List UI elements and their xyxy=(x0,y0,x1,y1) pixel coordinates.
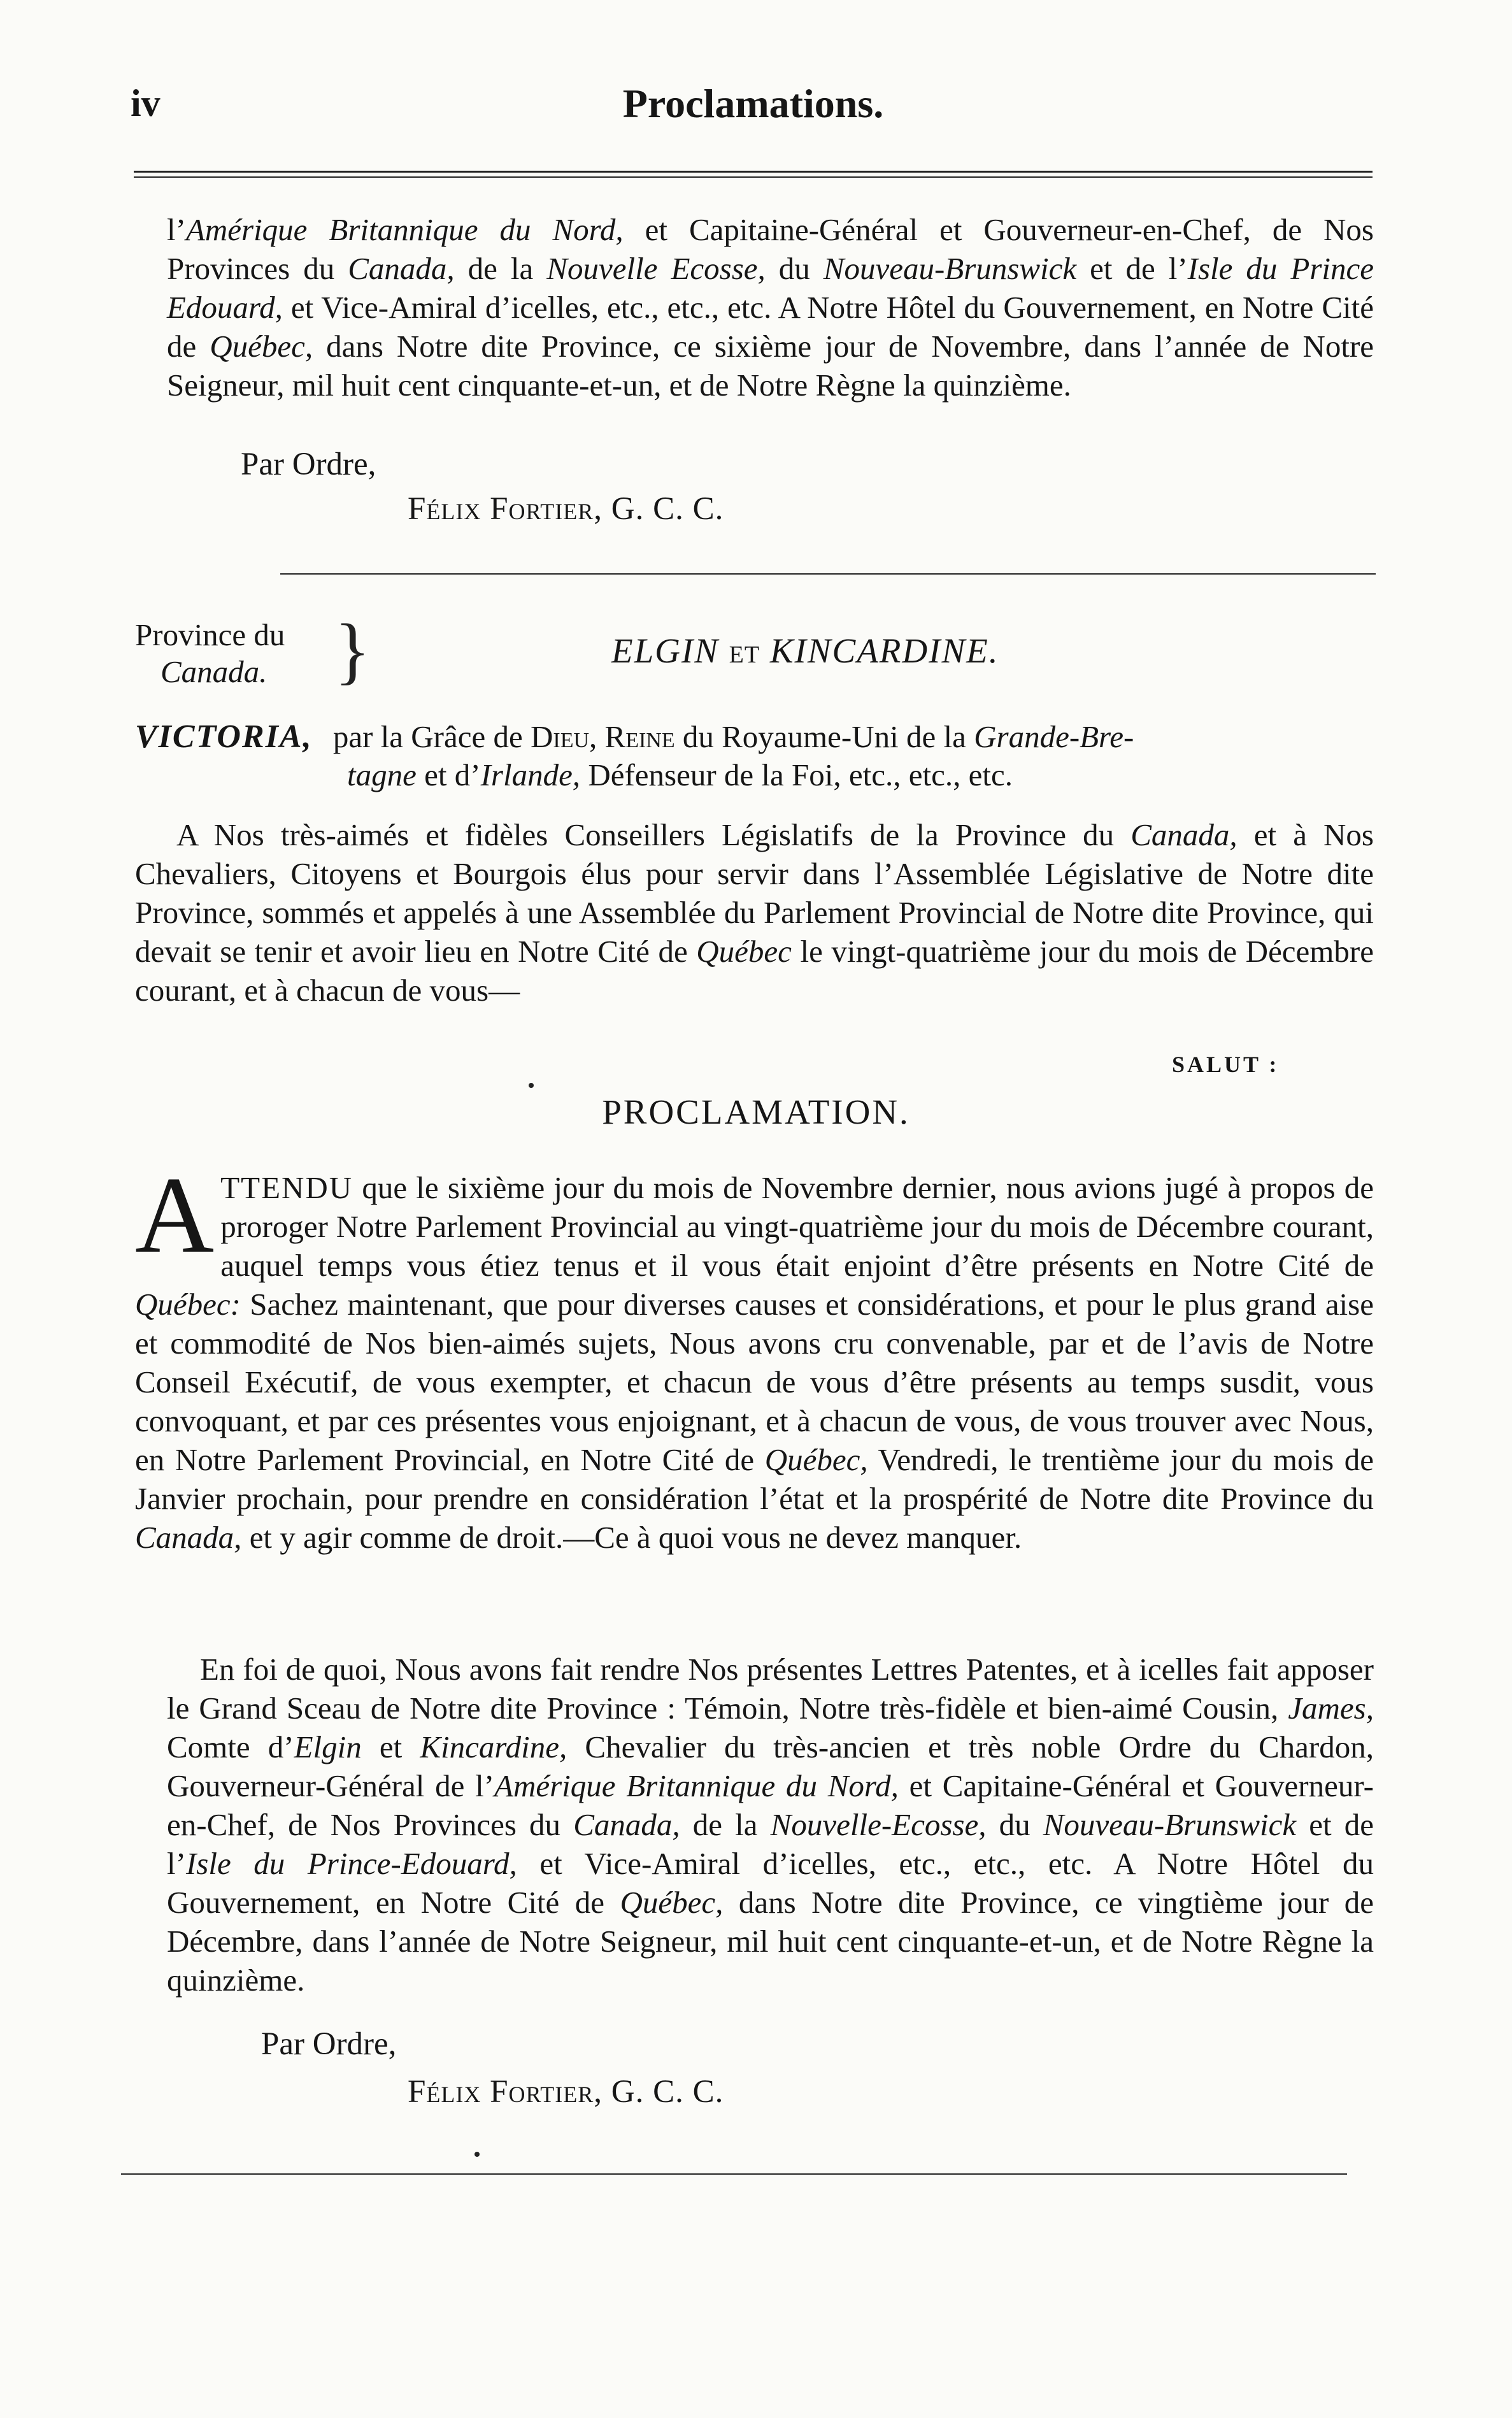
victoria-style-line2: tagne et d’Irlande, Défenseur de la Foi, etc., etc., etc. xyxy=(347,757,1013,792)
drop-cap: A xyxy=(135,1155,215,1276)
title-kincardine: KINCARDINE. xyxy=(769,631,999,670)
first-proclamation-closing-text: l’Amérique Britannique du Nord, et Capitaine-Général et Gouverneur-en-Chef, de Nos Provinces du Canada, de la Nouvelle Ecosse, du Nouveau-Brunswick et de l’Isle du Prince Edouard, et Vice-Amiral d’icelles, etc., etc., etc. A Notre Hôtel du Gouvernement, en Notre Cité de Québec, dans Notre dite Province, ce sixième jour de Novembre, dans l’année de Notre Seigneur, mil huit cent cinquante-et-un, et de Notre Règne la quinzième. xyxy=(167,212,1374,403)
running-title: Proclamations. xyxy=(622,81,884,126)
proclamation-heading: PROCLAMATION. xyxy=(602,1092,910,1131)
address-paragraph: A Nos très-aimés et fidèles Conseillers Législatifs de la Province du Canada, et à Nos Chevaliers, Citoyens et Bourgois élus pour servir dans l’Assemblée Législative de Notre dite Province, sommés et appelés à une Assemblée du Parlement Provincial de Notre dite Province, qui devait se tenir et avoir lieu en Notre Cité de Québec le vingt-quatrième jour du mois de Décembre courant, et à chacun de vous— xyxy=(135,817,1374,1008)
print-speck xyxy=(529,1083,534,1088)
footer-rule xyxy=(121,2173,1347,2175)
proclamation-body xyxy=(135,1155,1374,1557)
signature-2: Félix Fortier, G. C. C. xyxy=(408,2074,724,2110)
title-et: ET xyxy=(729,641,760,668)
lead-word: TTENDU xyxy=(220,1170,353,1205)
page-number: iv xyxy=(131,82,160,124)
print-speck-2 xyxy=(474,2152,480,2157)
victoria-style-line1: par la Grâce de Dieu, Reine du Royaume-Uni de la Grande-Bre- xyxy=(332,719,1134,754)
signature-1: Félix Fortier, G. C. C. xyxy=(408,491,724,527)
running-head xyxy=(131,75,1376,132)
proclamation-title xyxy=(611,631,999,671)
title-elgin: ELGIN xyxy=(611,631,719,670)
province-label-line1: Province du xyxy=(135,617,285,652)
province-label xyxy=(135,617,285,690)
proclamation-body-text: que le sixième jour du mois de Novembre dernier, nous avions jugé à propos de proroger Notre Parlement Provincial au vingt-quatrième jour du mois de Décembre courant, auquel temps vous étiez tenus et il vous était enjoint d’être présents en Notre Cité de Québec: Sachez maintenant, que pour diverses causes et considérations, et pour le plus grand aise et commodité de Nos bien-aimés sujets, Nous avons cru convenable, par et de l’avis de Notre Conseil Exécutif, de vous exempter, et chacun de vous d’être présents au temps susdit, vous convoquant, et par ces présentes vous enjoignant, et à chacun de vous, de vous trouver avec Nous, en Notre Parlement Provincial, en Notre Cité de Québec, Vendredi, le trentième jour du mois de Janvier prochain, pour prendre en considération l’état et la prospérité de Notre dite Province du Canada, et y agir comme de droit.—Ce à quoi vous ne devez manquer. xyxy=(135,1170,1374,1555)
province-brace: } xyxy=(334,608,371,692)
province-label-line2: Canada. xyxy=(160,654,267,689)
victoria-name: VICTORIA, xyxy=(135,719,313,755)
header-double-rule xyxy=(134,171,1373,178)
witness-paragraph: En foi de quoi, Nous avons fait rendre Nos présentes Lettres Patentes, et à icelles fait apposer le Grand Sceau de Notre dite Province : Témoin, Notre très-fidèle et bien-aimé Cousin, James, Comte d’Elgin et Kincardine, Chevalier du très-ancien et très noble Ordre du Chardon, Gouverneur-Général de l’Amérique Britannique du Nord, et Capitaine-Général et Gouverneur-en-Chef, de Nos Provinces du Canada, de la Nouvelle-Ecosse, du Nouveau-Brunswick et de l’Isle du Prince-Edouard, et Vice-Amiral d’icelles, etc., etc., etc. A Notre Hôtel du Gouvernement, en Notre Cité de Québec, dans Notre dite Province, ce vingtième jour de Décembre, dans l’année de Notre Seigneur, mil huit cent cinquante-et-un, et de Notre Règne la quinzième. xyxy=(167,1652,1374,1998)
victoria-line xyxy=(135,717,1374,756)
par-ordre-1: Par Ordre, xyxy=(241,447,376,482)
section-divider xyxy=(280,573,1376,575)
par-ordre-2: Par Ordre, xyxy=(261,2026,397,2062)
salut: SALUT : xyxy=(1172,1052,1280,1077)
